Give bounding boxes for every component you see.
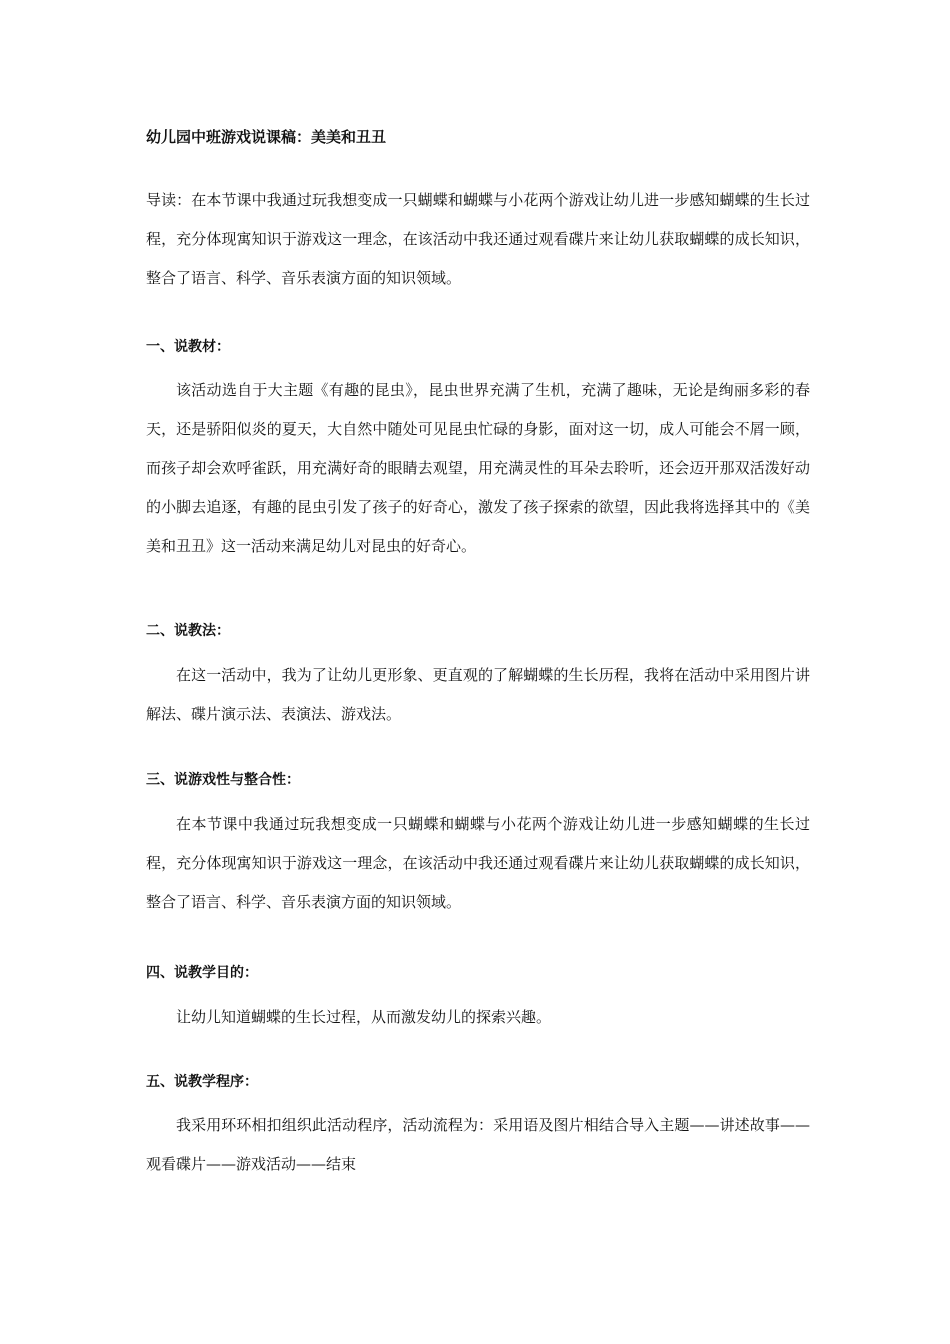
document-title: 幼儿园中班游戏说课稿：美美和丑丑 (146, 128, 387, 146)
intro-paragraph: 导读：在本节课中我通过玩我想变成一只蝴蝶和蝴蝶与小花两个游戏让幼儿进一步感知蝴蝶的生长过程，充分体现寓知识于游戏这一理念，在该活动中我还通过观看碟片来让幼儿获取蝴蝶的成长知识，整合了语言、科学、音乐表演方面的知识领域。 (146, 191, 810, 287)
section-body-goals: 让幼儿知道蝴蝶的生长过程，从而激发幼儿的探索兴趣。 (176, 1008, 552, 1026)
section-body-game-integration: 在本节课中我通过玩我想变成一只蝴蝶和蝴蝶与小花两个游戏让幼儿进一步感知蝴蝶的生长过程，充分体现寓知识于游戏这一理念，在该活动中我还通过观看碟片来让幼儿获取蝴蝶的成长知识，整合了语言、科学、音乐表演方面的知识领域。 (146, 815, 810, 911)
section-body-materials: 该活动选自于大主题《有趣的昆虫》，昆虫世界充满了生机，充满了趣味，无论是绚丽多彩的春天，还是骄阳似炎的夏天，大自然中随处可见昆虫忙碌的身影，面对这一切，成人可能会不屑一顾，而孩子却会欢呼雀跃，用充满好奇的眼睛去观望，用充满灵性的耳朵去聆听，还会迈开那双活泼好动的小脚去追逐，有趣的昆虫引发了孩子的好奇心，激发了孩子探索的欲望，因此我将选择其中的《美美和丑丑》这一活动来满足幼儿对昆虫的好奇心。 (146, 381, 810, 555)
section-heading-materials: 一、说教材： (146, 339, 230, 355)
section-heading-procedure: 五、说教学程序： (146, 1074, 258, 1090)
section-heading-methods: 二、说教法： (146, 623, 230, 639)
section-body-methods: 在这一活动中，我为了让幼儿更形象、更直观的了解蝴蝶的生长历程，我将在活动中采用图片讲解法、碟片演示法、表演法、游戏法。 (146, 666, 810, 723)
section-heading-game-integration: 三、说游戏性与整合性： (146, 772, 300, 788)
section-body-procedure: 我采用环环相扣组织此活动程序，活动流程为：采用语及图片相结合导入主题——讲述故事——观看碟片——游戏活动——结束 (146, 1116, 810, 1173)
section-heading-goals: 四、说教学目的： (146, 965, 258, 981)
